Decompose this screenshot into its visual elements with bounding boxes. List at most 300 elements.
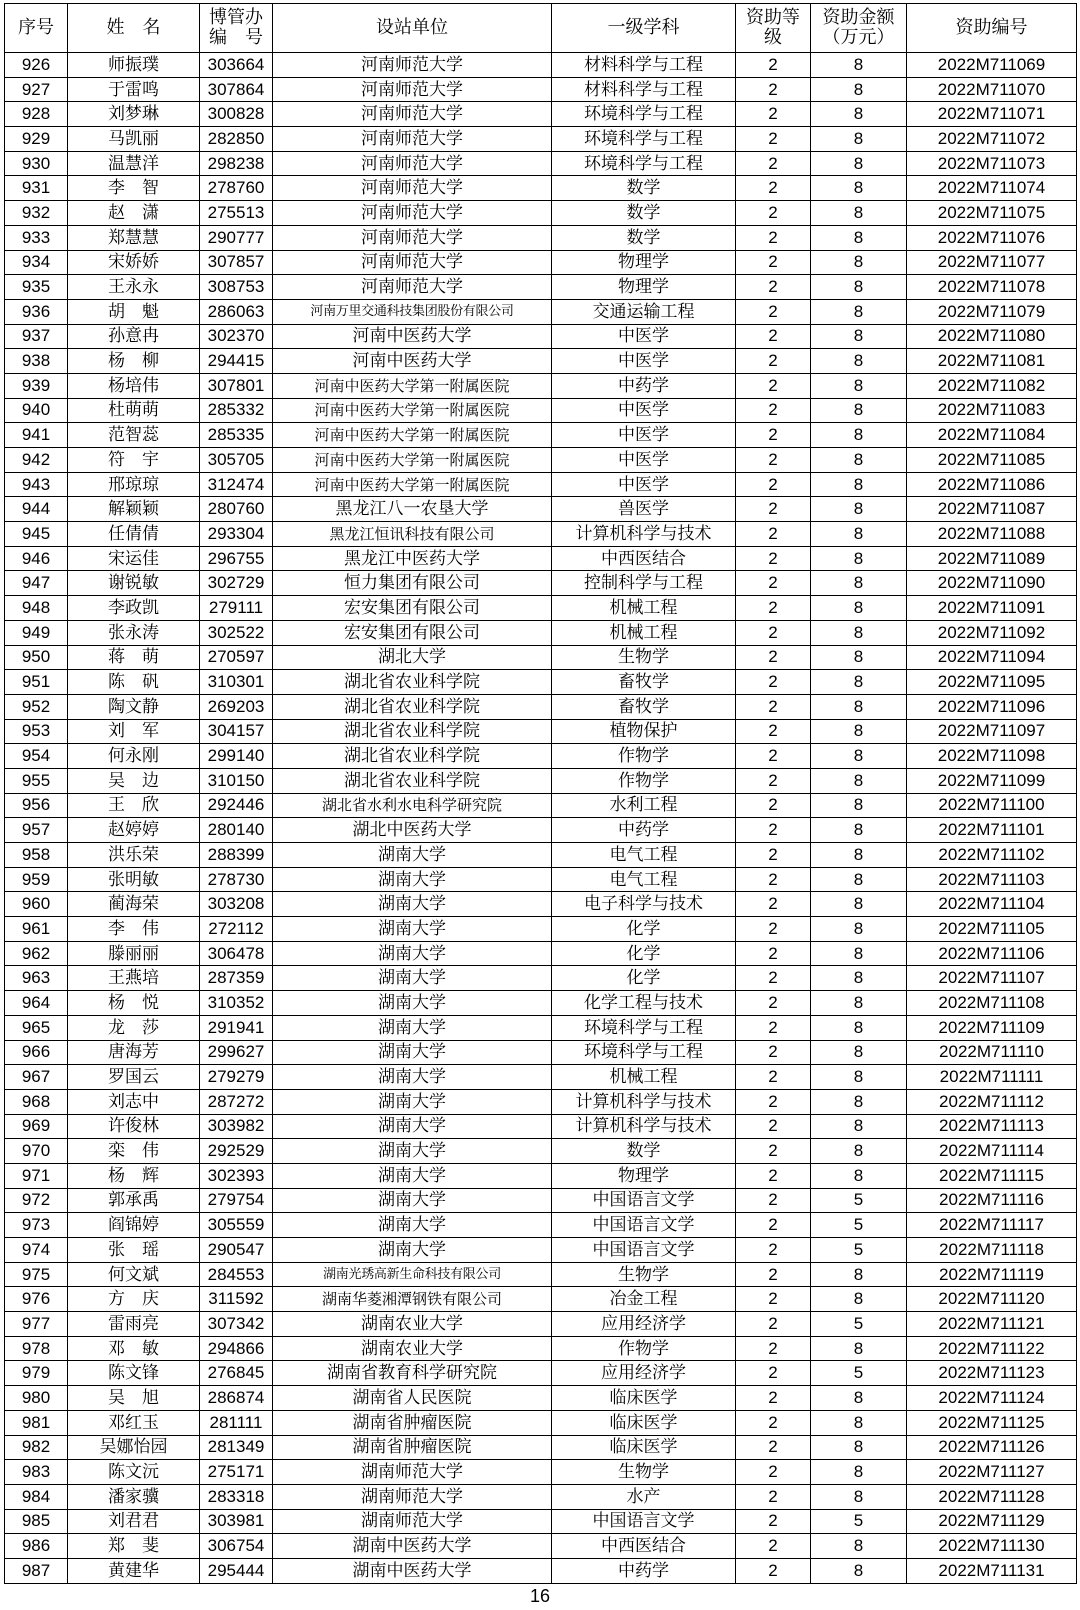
- level-cell: 2: [736, 843, 811, 868]
- id-cell: 306754: [200, 1534, 273, 1559]
- amount-cell: 8: [811, 1410, 907, 1435]
- funding-code-cell: 2022M711122: [907, 1336, 1077, 1361]
- unit-cell: 湖北省农业科学院: [273, 670, 552, 695]
- level-cell: 2: [736, 596, 811, 621]
- amount-cell: 5: [811, 1361, 907, 1386]
- unit-cell: 湖南华菱湘潭钢铁有限公司: [273, 1287, 552, 1312]
- funding-code-cell: 2022M711077: [907, 250, 1077, 275]
- id-cell: 291941: [200, 1015, 273, 1040]
- name-cell: 李 智: [68, 176, 200, 201]
- amount-cell: 8: [811, 1386, 907, 1411]
- unit-cell: 河南万里交通科技集团股份有限公司: [273, 299, 552, 324]
- row-number-cell: 964: [5, 991, 68, 1016]
- amount-cell: 8: [811, 373, 907, 398]
- row-number-cell: 966: [5, 1040, 68, 1065]
- name-cell: 何文斌: [68, 1262, 200, 1287]
- table-row: [5, 225, 1077, 250]
- unit-cell: 湖南大学: [273, 1163, 552, 1188]
- unit-cell: 湖北省农业科学院: [273, 694, 552, 719]
- id-cell: 311592: [200, 1287, 273, 1312]
- subject-cell: 机械工程: [552, 596, 736, 621]
- subject-cell: 电气工程: [552, 867, 736, 892]
- name-cell: 雷雨亮: [68, 1312, 200, 1337]
- id-cell: 279754: [200, 1188, 273, 1213]
- table-row: [5, 250, 1077, 275]
- row-number-cell: 987: [5, 1558, 68, 1583]
- table-row: [5, 1435, 1077, 1460]
- amount-cell: 5: [811, 1509, 907, 1534]
- funding-code-cell: 2022M711070: [907, 77, 1077, 102]
- table-row: [5, 127, 1077, 152]
- table-row: [5, 324, 1077, 349]
- table-row: [5, 571, 1077, 596]
- unit-cell: 湖南中医药大学: [273, 1534, 552, 1559]
- subject-cell: 环境科学与工程: [552, 127, 736, 152]
- header-level-label-line1: 资助等: [746, 7, 800, 28]
- level-cell: 2: [736, 225, 811, 250]
- id-cell: 287272: [200, 1089, 273, 1114]
- id-cell: 292446: [200, 793, 273, 818]
- unit-cell: 黑龙江八一农垦大学: [273, 497, 552, 522]
- row-number-cell: 932: [5, 201, 68, 226]
- level-cell: 2: [736, 867, 811, 892]
- table-row: [5, 966, 1077, 991]
- table-row: [5, 1114, 1077, 1139]
- id-cell: 278760: [200, 176, 273, 201]
- id-cell: 285332: [200, 398, 273, 423]
- name-cell: 谢锐敏: [68, 571, 200, 596]
- name-cell: 许俊林: [68, 1114, 200, 1139]
- table-row: [5, 1262, 1077, 1287]
- table-row: [5, 53, 1077, 78]
- table-body: [5, 53, 1077, 1584]
- name-cell: 赵婷婷: [68, 818, 200, 843]
- unit-cell: 湖南大学: [273, 1040, 552, 1065]
- funding-code-cell: 2022M711088: [907, 522, 1077, 547]
- unit-cell: 湖南大学: [273, 941, 552, 966]
- row-number-cell: 951: [5, 670, 68, 695]
- unit-cell: 湖南光琇高新生命科技有限公司: [273, 1262, 552, 1287]
- name-cell: 栾 伟: [68, 1139, 200, 1164]
- unit-cell: 湖南大学: [273, 1089, 552, 1114]
- subject-cell: 生物学: [552, 1460, 736, 1485]
- level-cell: 2: [736, 151, 811, 176]
- table-row: [5, 497, 1077, 522]
- header-no: [5, 4, 68, 53]
- unit-cell: 湖南大学: [273, 892, 552, 917]
- row-number-cell: 946: [5, 546, 68, 571]
- header-level: [736, 4, 811, 53]
- row-number-cell: 959: [5, 867, 68, 892]
- unit-cell: 湖北省水利水电科学研究院: [273, 793, 552, 818]
- amount-cell: 8: [811, 867, 907, 892]
- unit-cell: 河南中医药大学第一附属医院: [273, 398, 552, 423]
- level-cell: 2: [736, 1015, 811, 1040]
- row-number-cell: 973: [5, 1213, 68, 1238]
- id-cell: 288399: [200, 843, 273, 868]
- amount-cell: 8: [811, 102, 907, 127]
- funding-code-cell: 2022M711112: [907, 1089, 1077, 1114]
- header-id-label-line1: 博管办: [209, 7, 263, 28]
- id-cell: 292529: [200, 1139, 273, 1164]
- id-cell: 310301: [200, 670, 273, 695]
- subject-cell: 应用经济学: [552, 1312, 736, 1337]
- id-cell: 298238: [200, 151, 273, 176]
- id-cell: 278730: [200, 867, 273, 892]
- id-cell: 305559: [200, 1213, 273, 1238]
- level-cell: 2: [736, 1312, 811, 1337]
- unit-cell: 湖南省人民医院: [273, 1386, 552, 1411]
- id-cell: 281349: [200, 1435, 273, 1460]
- name-cell: 刘志中: [68, 1089, 200, 1114]
- subject-cell: 电气工程: [552, 843, 736, 868]
- header-name-label: 姓 名: [106, 17, 161, 38]
- amount-cell: 8: [811, 917, 907, 942]
- amount-cell: 5: [811, 1238, 907, 1263]
- unit-cell: 湖北大学: [273, 645, 552, 670]
- subject-cell: 材料科学与工程: [552, 53, 736, 78]
- table-row: [5, 1238, 1077, 1263]
- header-id: [200, 4, 273, 53]
- unit-cell: 河南师范大学: [273, 275, 552, 300]
- funding-code-cell: 2022M711074: [907, 176, 1077, 201]
- funding-code-cell: 2022M711117: [907, 1213, 1077, 1238]
- subject-cell: 控制科学与工程: [552, 571, 736, 596]
- name-cell: 蔺海荣: [68, 892, 200, 917]
- id-cell: 281111: [200, 1410, 273, 1435]
- funding-code-cell: 2022M711069: [907, 53, 1077, 78]
- id-cell: 284553: [200, 1262, 273, 1287]
- level-cell: 2: [736, 1386, 811, 1411]
- name-cell: 唐海芳: [68, 1040, 200, 1065]
- level-cell: 2: [736, 299, 811, 324]
- row-number-cell: 954: [5, 744, 68, 769]
- level-cell: 2: [736, 522, 811, 547]
- name-cell: 罗国云: [68, 1065, 200, 1090]
- amount-cell: 8: [811, 472, 907, 497]
- id-cell: 282850: [200, 127, 273, 152]
- name-cell: 于雷鸣: [68, 77, 200, 102]
- row-number-cell: 949: [5, 620, 68, 645]
- level-cell: 2: [736, 670, 811, 695]
- table-row: [5, 1065, 1077, 1090]
- name-cell: 李政凯: [68, 596, 200, 621]
- row-number-cell: 969: [5, 1114, 68, 1139]
- level-cell: 2: [736, 1336, 811, 1361]
- subject-cell: 化学工程与技术: [552, 991, 736, 1016]
- id-cell: 307857: [200, 250, 273, 275]
- amount-cell: 8: [811, 991, 907, 1016]
- table-row: [5, 1386, 1077, 1411]
- level-cell: 2: [736, 1065, 811, 1090]
- row-number-cell: 983: [5, 1460, 68, 1485]
- table-row: [5, 991, 1077, 1016]
- funding-code-cell: 2022M711071: [907, 102, 1077, 127]
- funding-code-cell: 2022M711080: [907, 324, 1077, 349]
- amount-cell: 8: [811, 1065, 907, 1090]
- id-cell: 305705: [200, 448, 273, 473]
- header-amount: [811, 4, 907, 53]
- unit-cell: 湖北省农业科学院: [273, 719, 552, 744]
- id-cell: 303981: [200, 1509, 273, 1534]
- table-row: [5, 719, 1077, 744]
- id-cell: 293304: [200, 522, 273, 547]
- subject-cell: 临床医学: [552, 1386, 736, 1411]
- id-cell: 302370: [200, 324, 273, 349]
- id-cell: 307864: [200, 77, 273, 102]
- unit-cell: 河南师范大学: [273, 176, 552, 201]
- level-cell: 2: [736, 645, 811, 670]
- row-number-cell: 940: [5, 398, 68, 423]
- name-cell: 王 欣: [68, 793, 200, 818]
- level-cell: 2: [736, 917, 811, 942]
- funding-code-cell: 2022M711126: [907, 1435, 1077, 1460]
- unit-cell: 湖南师范大学: [273, 1484, 552, 1509]
- level-cell: 2: [736, 398, 811, 423]
- unit-cell: 河南师范大学: [273, 151, 552, 176]
- funding-code-cell: 2022M711121: [907, 1312, 1077, 1337]
- name-cell: 温慧洋: [68, 151, 200, 176]
- amount-cell: 8: [811, 1287, 907, 1312]
- subject-cell: 植物保护: [552, 719, 736, 744]
- table-row: [5, 472, 1077, 497]
- level-cell: 2: [736, 472, 811, 497]
- table-row: [5, 1015, 1077, 1040]
- name-cell: 黄建华: [68, 1558, 200, 1583]
- name-cell: 马凯丽: [68, 127, 200, 152]
- subject-cell: 材料科学与工程: [552, 77, 736, 102]
- subject-cell: 数学: [552, 225, 736, 250]
- amount-cell: 8: [811, 744, 907, 769]
- table-row: [5, 744, 1077, 769]
- page-number: 16: [529, 1586, 551, 1606]
- row-number-cell: 967: [5, 1065, 68, 1090]
- row-number-cell: 929: [5, 127, 68, 152]
- id-cell: 283318: [200, 1484, 273, 1509]
- table-row: [5, 102, 1077, 127]
- table-row: [5, 645, 1077, 670]
- id-cell: 279279: [200, 1065, 273, 1090]
- subject-cell: 中国语言文学: [552, 1188, 736, 1213]
- name-cell: 孙意冉: [68, 324, 200, 349]
- unit-cell: 湖北省农业科学院: [273, 744, 552, 769]
- funding-code-cell: 2022M711094: [907, 645, 1077, 670]
- id-cell: 306478: [200, 941, 273, 966]
- unit-cell: 湖南大学: [273, 1114, 552, 1139]
- subject-cell: 中西医结合: [552, 546, 736, 571]
- row-number-cell: 942: [5, 448, 68, 473]
- name-cell: 张永涛: [68, 620, 200, 645]
- unit-cell: 河南师范大学: [273, 225, 552, 250]
- unit-cell: 湖南省肿瘤医院: [273, 1410, 552, 1435]
- funding-code-cell: 2022M711087: [907, 497, 1077, 522]
- subject-cell: 临床医学: [552, 1435, 736, 1460]
- amount-cell: 8: [811, 225, 907, 250]
- subject-cell: 兽医学: [552, 497, 736, 522]
- id-cell: 295444: [200, 1558, 273, 1583]
- subject-cell: 应用经济学: [552, 1361, 736, 1386]
- table-row: [5, 941, 1077, 966]
- unit-cell: 湖北中医药大学: [273, 818, 552, 843]
- name-cell: 邓红玉: [68, 1410, 200, 1435]
- funding-code-cell: 2022M711082: [907, 373, 1077, 398]
- funding-code-cell: 2022M711100: [907, 793, 1077, 818]
- id-cell: 307801: [200, 373, 273, 398]
- funding-code-cell: 2022M711097: [907, 719, 1077, 744]
- amount-cell: 8: [811, 768, 907, 793]
- row-number-cell: 955: [5, 768, 68, 793]
- amount-cell: 5: [811, 1188, 907, 1213]
- id-cell: 286063: [200, 299, 273, 324]
- id-cell: 310352: [200, 991, 273, 1016]
- table-row: [5, 1534, 1077, 1559]
- name-cell: 洪乐荣: [68, 843, 200, 868]
- table-row: [5, 1336, 1077, 1361]
- level-cell: 2: [736, 1114, 811, 1139]
- name-cell: 王燕培: [68, 966, 200, 991]
- funding-code-cell: 2022M711115: [907, 1163, 1077, 1188]
- level-cell: 2: [736, 1089, 811, 1114]
- amount-cell: 8: [811, 670, 907, 695]
- table-header: [5, 4, 1077, 53]
- unit-cell: 湖南中医药大学: [273, 1558, 552, 1583]
- subject-cell: 水产: [552, 1484, 736, 1509]
- level-cell: 2: [736, 892, 811, 917]
- name-cell: 蒋 萌: [68, 645, 200, 670]
- amount-cell: 8: [811, 892, 907, 917]
- unit-cell: 黑龙江恒讯科技有限公司: [273, 522, 552, 547]
- level-cell: 2: [736, 966, 811, 991]
- header-unit: [273, 4, 552, 53]
- level-cell: 2: [736, 793, 811, 818]
- unit-cell: 湖南农业大学: [273, 1336, 552, 1361]
- funding-code-cell: 2022M711131: [907, 1558, 1077, 1583]
- amount-cell: 8: [811, 176, 907, 201]
- level-cell: 2: [736, 1040, 811, 1065]
- level-cell: 2: [736, 324, 811, 349]
- subject-cell: 中西医结合: [552, 1534, 736, 1559]
- unit-cell: 黑龙江中医药大学: [273, 546, 552, 571]
- id-cell: 290777: [200, 225, 273, 250]
- amount-cell: 8: [811, 941, 907, 966]
- table-row: [5, 1163, 1077, 1188]
- row-number-cell: 927: [5, 77, 68, 102]
- row-number-cell: 956: [5, 793, 68, 818]
- funding-code-cell: 2022M711123: [907, 1361, 1077, 1386]
- amount-cell: 8: [811, 398, 907, 423]
- amount-cell: 8: [811, 1534, 907, 1559]
- funding-code-cell: 2022M711113: [907, 1114, 1077, 1139]
- funding-code-cell: 2022M711127: [907, 1460, 1077, 1485]
- funding-code-cell: 2022M711111: [907, 1065, 1077, 1090]
- header-no-label: 序号: [18, 17, 54, 38]
- subject-cell: 作物学: [552, 768, 736, 793]
- name-cell: 张 瑶: [68, 1238, 200, 1263]
- level-cell: 2: [736, 53, 811, 78]
- funding-code-cell: 2022M711086: [907, 472, 1077, 497]
- amount-cell: 8: [811, 53, 907, 78]
- row-number-cell: 943: [5, 472, 68, 497]
- row-number-cell: 972: [5, 1188, 68, 1213]
- level-cell: 2: [736, 620, 811, 645]
- level-cell: 2: [736, 1410, 811, 1435]
- funding-code-cell: 2022M711099: [907, 768, 1077, 793]
- name-cell: 刘 军: [68, 719, 200, 744]
- id-cell: 303982: [200, 1114, 273, 1139]
- table-row: [5, 1410, 1077, 1435]
- unit-cell: 湖南大学: [273, 917, 552, 942]
- funding-code-cell: 2022M711114: [907, 1139, 1077, 1164]
- funding-code-cell: 2022M711130: [907, 1534, 1077, 1559]
- unit-cell: 湖南省教育科学研究院: [273, 1361, 552, 1386]
- subject-cell: 中医学: [552, 423, 736, 448]
- amount-cell: 8: [811, 1336, 907, 1361]
- row-number-cell: 937: [5, 324, 68, 349]
- amount-cell: 8: [811, 1484, 907, 1509]
- id-cell: 312474: [200, 472, 273, 497]
- table-row: [5, 1188, 1077, 1213]
- row-number-cell: 981: [5, 1410, 68, 1435]
- amount-cell: 8: [811, 1163, 907, 1188]
- unit-cell: 河南师范大学: [273, 77, 552, 102]
- table-row: [5, 299, 1077, 324]
- level-cell: 2: [736, 448, 811, 473]
- subject-cell: 生物学: [552, 645, 736, 670]
- funding-code-cell: 2022M711083: [907, 398, 1077, 423]
- name-cell: 胡 魁: [68, 299, 200, 324]
- funding-code-cell: 2022M711084: [907, 423, 1077, 448]
- row-number-cell: 975: [5, 1262, 68, 1287]
- funding-code-cell: 2022M711091: [907, 596, 1077, 621]
- row-number-cell: 982: [5, 1435, 68, 1460]
- row-number-cell: 930: [5, 151, 68, 176]
- row-number-cell: 941: [5, 423, 68, 448]
- amount-cell: 8: [811, 843, 907, 868]
- table-row: [5, 275, 1077, 300]
- id-cell: 302393: [200, 1163, 273, 1188]
- row-number-cell: 960: [5, 892, 68, 917]
- amount-cell: 8: [811, 1139, 907, 1164]
- unit-cell: 河南中医药大学第一附属医院: [273, 423, 552, 448]
- funding-code-cell: 2022M711096: [907, 694, 1077, 719]
- row-number-cell: 936: [5, 299, 68, 324]
- subject-cell: 物理学: [552, 250, 736, 275]
- funding-code-cell: 2022M711075: [907, 201, 1077, 226]
- table-row: [5, 768, 1077, 793]
- level-cell: 2: [736, 941, 811, 966]
- unit-cell: 宏安集团有限公司: [273, 596, 552, 621]
- unit-cell: 湖南大学: [273, 843, 552, 868]
- funding-code-cell: 2022M711124: [907, 1386, 1077, 1411]
- amount-cell: 8: [811, 818, 907, 843]
- row-number-cell: 978: [5, 1336, 68, 1361]
- level-cell: 2: [736, 275, 811, 300]
- row-number-cell: 944: [5, 497, 68, 522]
- funding-code-cell: 2022M711079: [907, 299, 1077, 324]
- level-cell: 2: [736, 1534, 811, 1559]
- table-row: [5, 349, 1077, 374]
- amount-cell: 8: [811, 275, 907, 300]
- subject-cell: 中医学: [552, 448, 736, 473]
- subject-cell: 中医学: [552, 398, 736, 423]
- subject-cell: 数学: [552, 176, 736, 201]
- table-row: [5, 843, 1077, 868]
- amount-cell: 8: [811, 1262, 907, 1287]
- row-number-cell: 961: [5, 917, 68, 942]
- row-number-cell: 971: [5, 1163, 68, 1188]
- row-number-cell: 963: [5, 966, 68, 991]
- id-cell: 303208: [200, 892, 273, 917]
